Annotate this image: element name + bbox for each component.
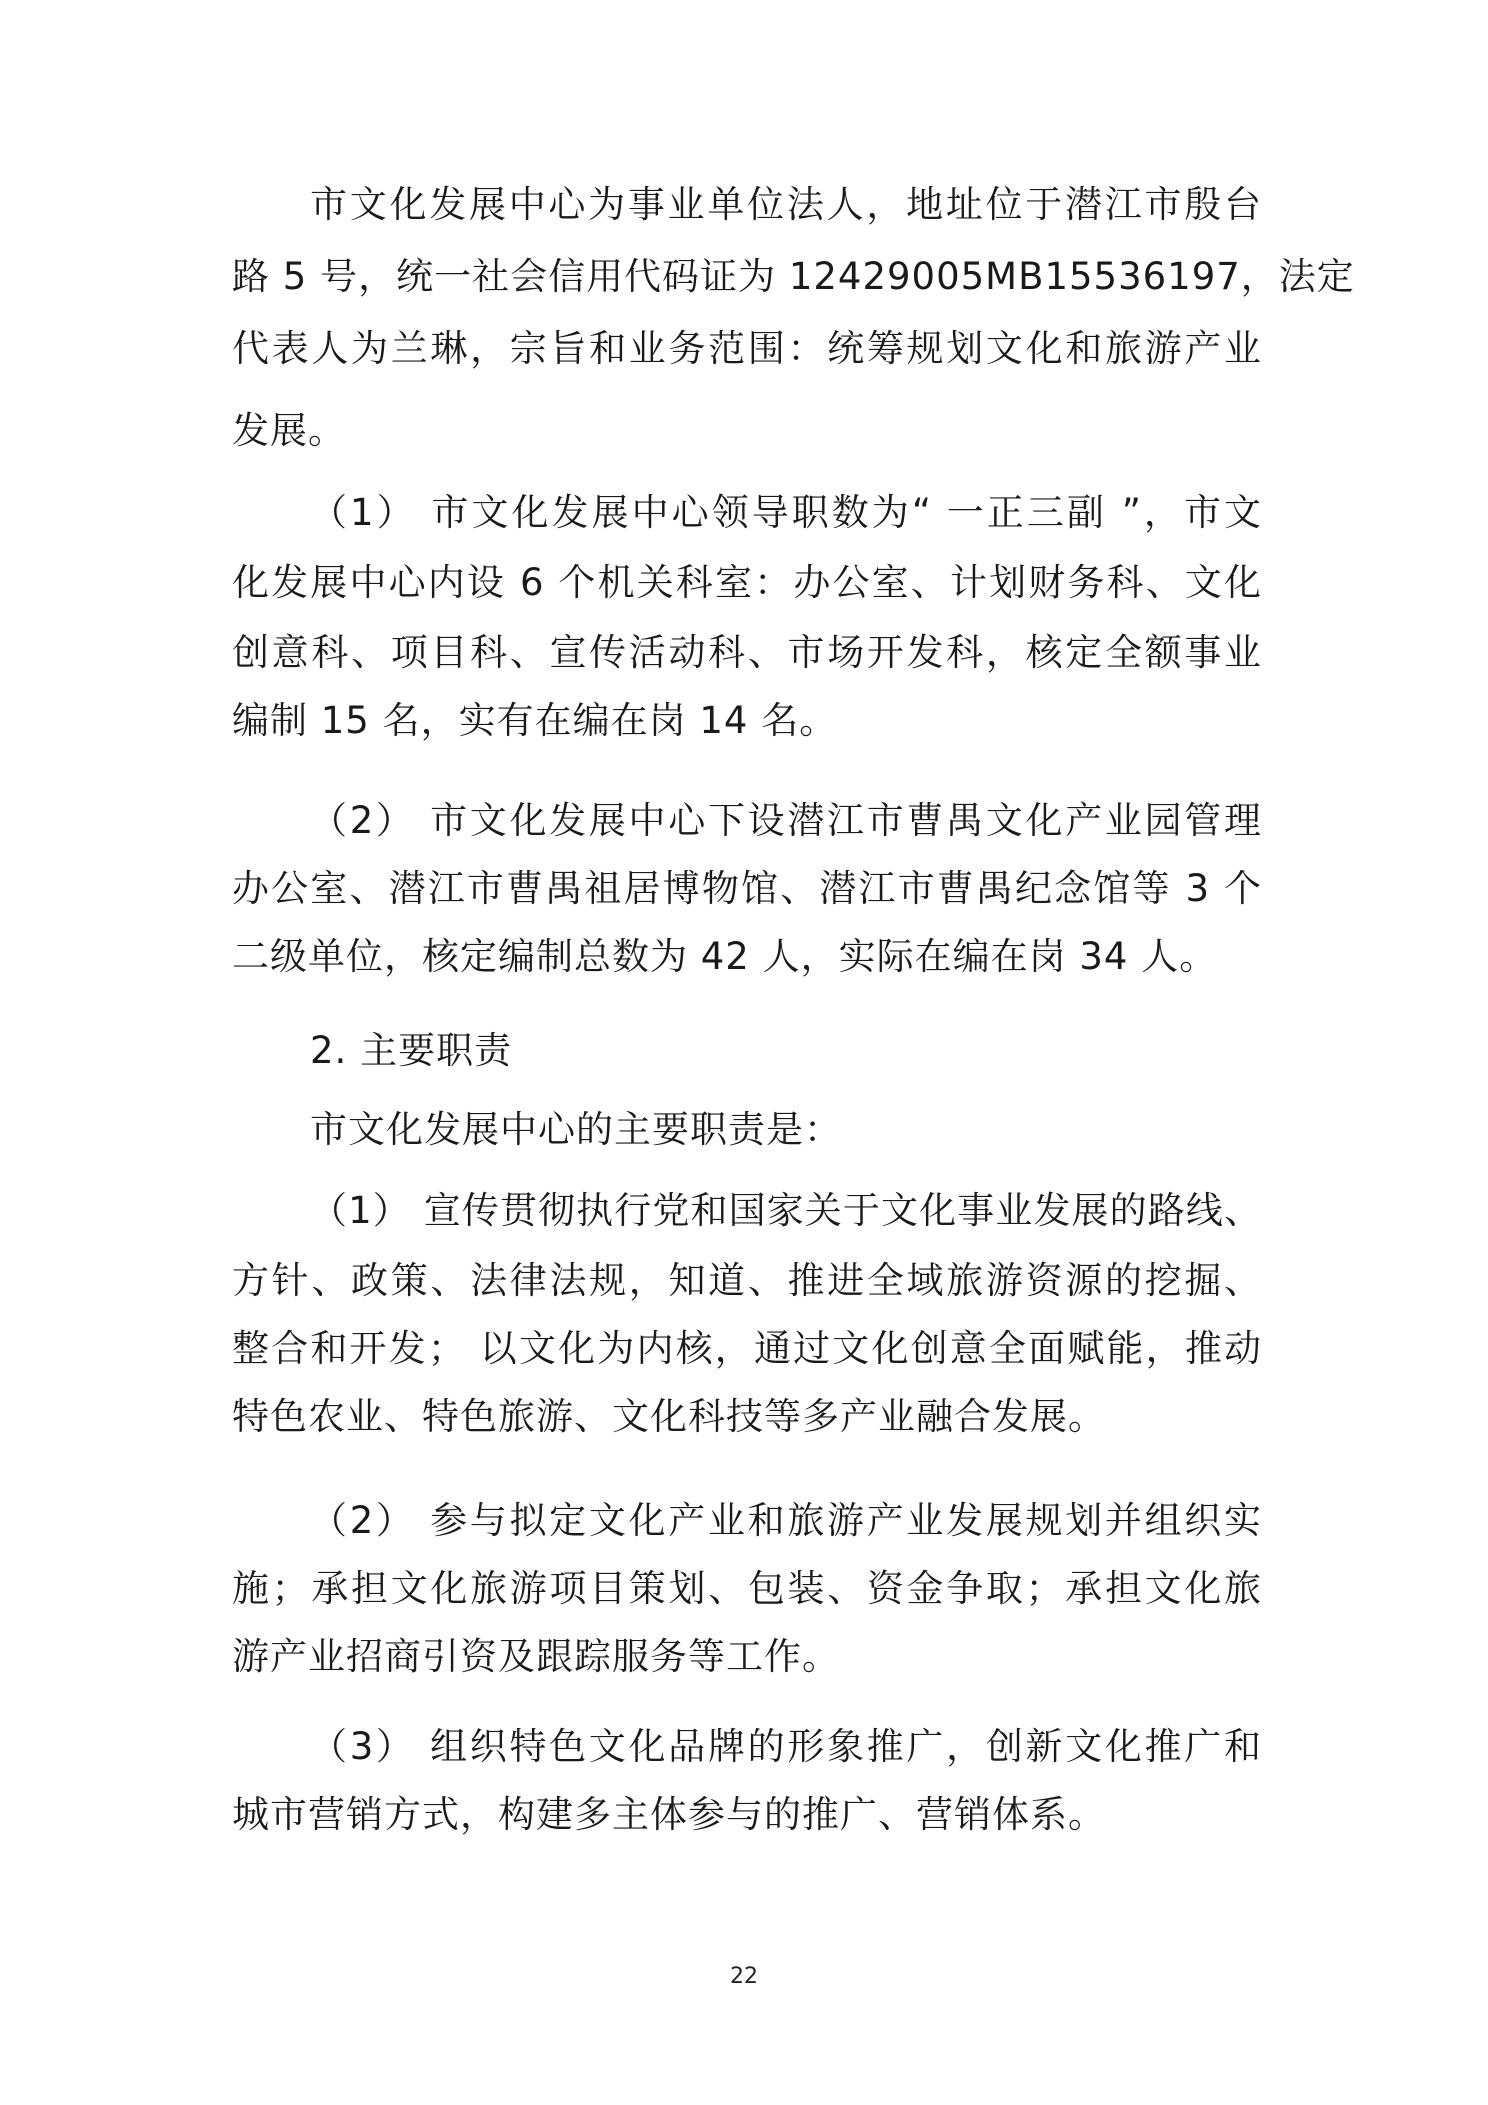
- page-number: 22: [730, 1964, 758, 1989]
- text-line: 特色农业、特色旅游、文化科技等多产业融合发展。: [232, 1395, 1106, 1438]
- text-line: 城市营销方式，构建多主体参与的推广、营销体系。: [232, 1793, 1106, 1836]
- text-line: 编制 15 名，实有在编在岗 14 名。: [232, 699, 838, 742]
- text-line: 市文化发展中心为事业单位法人，地址位于潜江市殷台: [310, 183, 1262, 226]
- text-line: （1） 市文化发展中心领导职数为“ 一正三副 ”，市文: [310, 491, 1262, 534]
- text-line: 施；承担文化旅游项目策划、包装、资金争取；承担文化旅: [232, 1567, 1262, 1610]
- text-line: （3） 组织特色文化品牌的形象推广，创新文化推广和: [310, 1725, 1262, 1768]
- text-line: （1） 宣传贯彻执行党和国家关于文化事业发展的路线、: [310, 1189, 1262, 1232]
- text-line: 发展。: [232, 409, 346, 452]
- text-line: 方针、政策、法律法规，知道、推进全域旅游资源的挖掘、: [232, 1259, 1262, 1302]
- section-heading: 2. 主要职责: [310, 1029, 513, 1072]
- text-line: 创意科、项目科、宣传活动科、市场开发科，核定全额事业: [232, 631, 1262, 674]
- text-line: 化发展中心内设 6 个机关科室：办公室、计划财务科、文化: [232, 561, 1262, 604]
- text-line: 代表人为兰琳，宗旨和业务范围：统筹规划文化和旅游产业: [232, 327, 1262, 370]
- text-line: 办公室、潜江市曹禺祖居博物馆、潜江市曹禺纪念馆等 3 个: [232, 867, 1262, 910]
- text-line: 整合和开发； 以文化为内核，通过文化创意全面赋能，推动: [232, 1327, 1262, 1370]
- text-line: 市文化发展中心的主要职责是：: [310, 1108, 842, 1151]
- text-line: 路 5 号，统一社会信用代码证为 12429005MB15536197，法定: [232, 255, 1355, 298]
- text-line: 二级单位，核定编制总数为 42 人，实际在编在岗 34 人。: [232, 935, 1218, 978]
- text-line: 游产业招商引资及跟踪服务等工作。: [232, 1635, 840, 1678]
- text-line: （2） 参与拟定文化产业和旅游产业发展规划并组织实: [310, 1499, 1262, 1542]
- text-line: （2） 市文化发展中心下设潜江市曹禺文化产业园管理: [310, 799, 1262, 842]
